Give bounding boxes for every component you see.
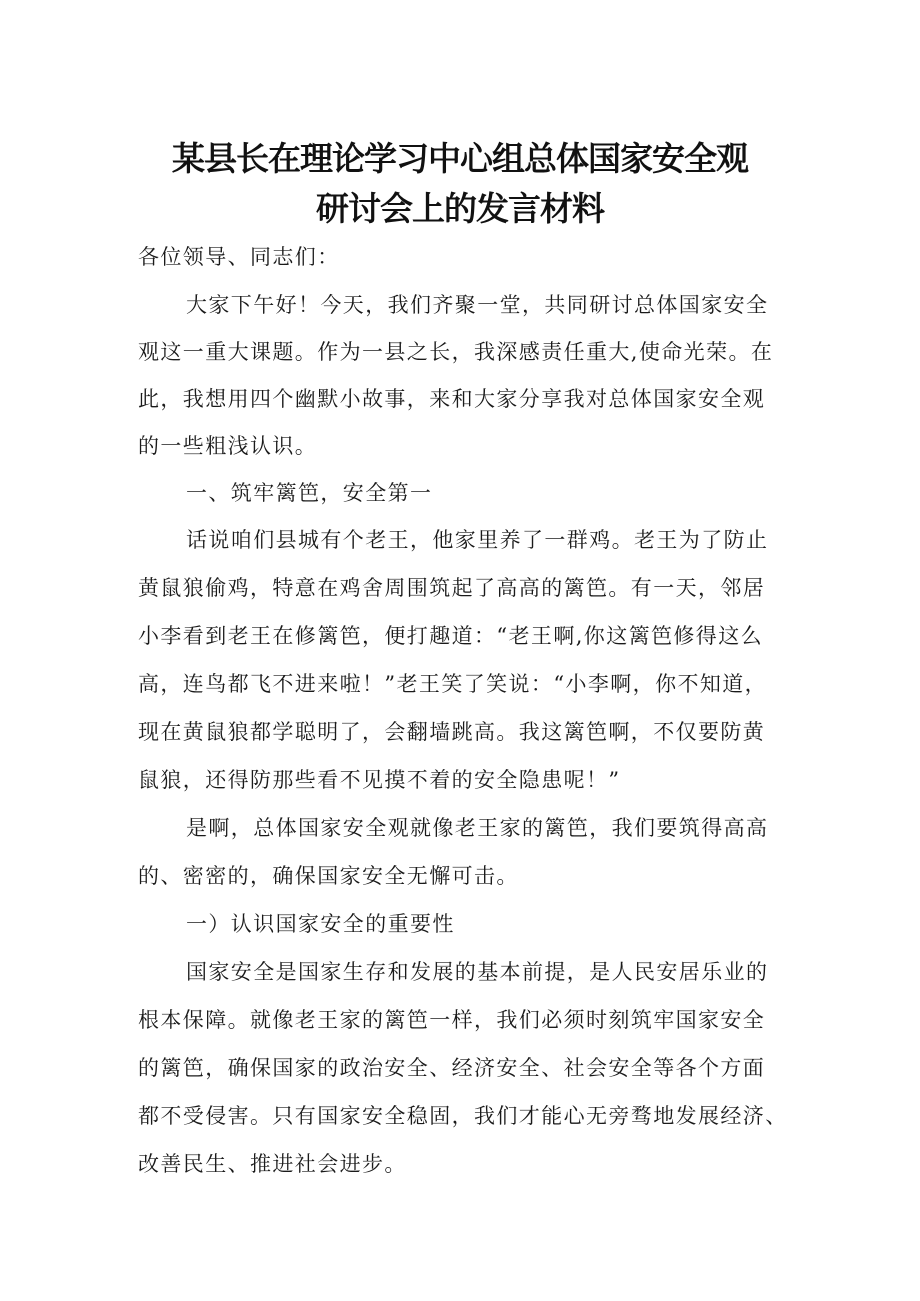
paragraph-line: 话说咱们县城有个老王，他家里养了一群鸡。老王为了防止 (186, 528, 769, 552)
paragraph-line: 观这一重大课题。作为一县之长，我深感责任重大,使命光荣。在 (138, 340, 774, 364)
document-title-line-1: 某县长在理论学习中心组总体国家安全观 (172, 139, 748, 178)
paragraph-line: 国家安全是国家生存和发展的基本前提，是人民安居乐业的 (186, 960, 769, 984)
paragraph-line: 是啊，总体国家安全观就像老王家的篱笆，我们要筑得高高 (186, 816, 769, 840)
section-heading: 一、筑牢篱笆，安全第一 (186, 481, 433, 505)
paragraph-line: 黄鼠狼偷鸡，特意在鸡舍周围筑起了高高的篱笆。有一天，邻居 (138, 576, 766, 600)
paragraph-line: 鼠狼，还得防那些看不见摸不着的安全隐患呢！” (138, 768, 621, 792)
paragraph-line: 小李看到老王在修篱笆，便打趣道：“老王啊,你这篱笆修得这么 (138, 624, 764, 648)
paragraph-line: 根本保障。就像老王家的篱笆一样，我们必须时刻筑牢国家安全 (138, 1008, 766, 1032)
paragraph-line: 高，连鸟都飞不进来啦！”老王笑了笑说：“小李啊，你不知道， (138, 672, 768, 696)
paragraph-line: 的一些粗浅认识。 (138, 434, 318, 458)
paragraph-line: 的篱笆，确保国家的政治安全、经济安全、社会安全等各个方面 (138, 1056, 766, 1080)
paragraph-line: 大家下午好！今天，我们齐聚一堂，共同研讨总体国家安全 (186, 293, 769, 317)
paragraph-line: 此，我想用四个幽默小故事，来和大家分享我对总体国家安全观 (138, 387, 766, 411)
subsection-heading: 一）认识国家安全的重要性 (186, 912, 455, 936)
paragraph-line: 的、密密的，确保国家安全无懈可击。 (138, 864, 519, 888)
document-title-line-2: 研讨会上的发言材料 (316, 189, 604, 228)
paragraph-line: 现在黄鼠狼都学聪明了，会翻墙跳高。我这篱笆啊，不仅要防黄 (138, 720, 766, 744)
paragraph-line: 改善民生、推进社会进步。 (138, 1152, 407, 1176)
paragraph-line: 都不受侵害。只有国家安全稳固，我们才能心无旁骛地发展经济、 (138, 1104, 788, 1128)
salutation: 各位领导、同志们： (138, 245, 340, 269)
